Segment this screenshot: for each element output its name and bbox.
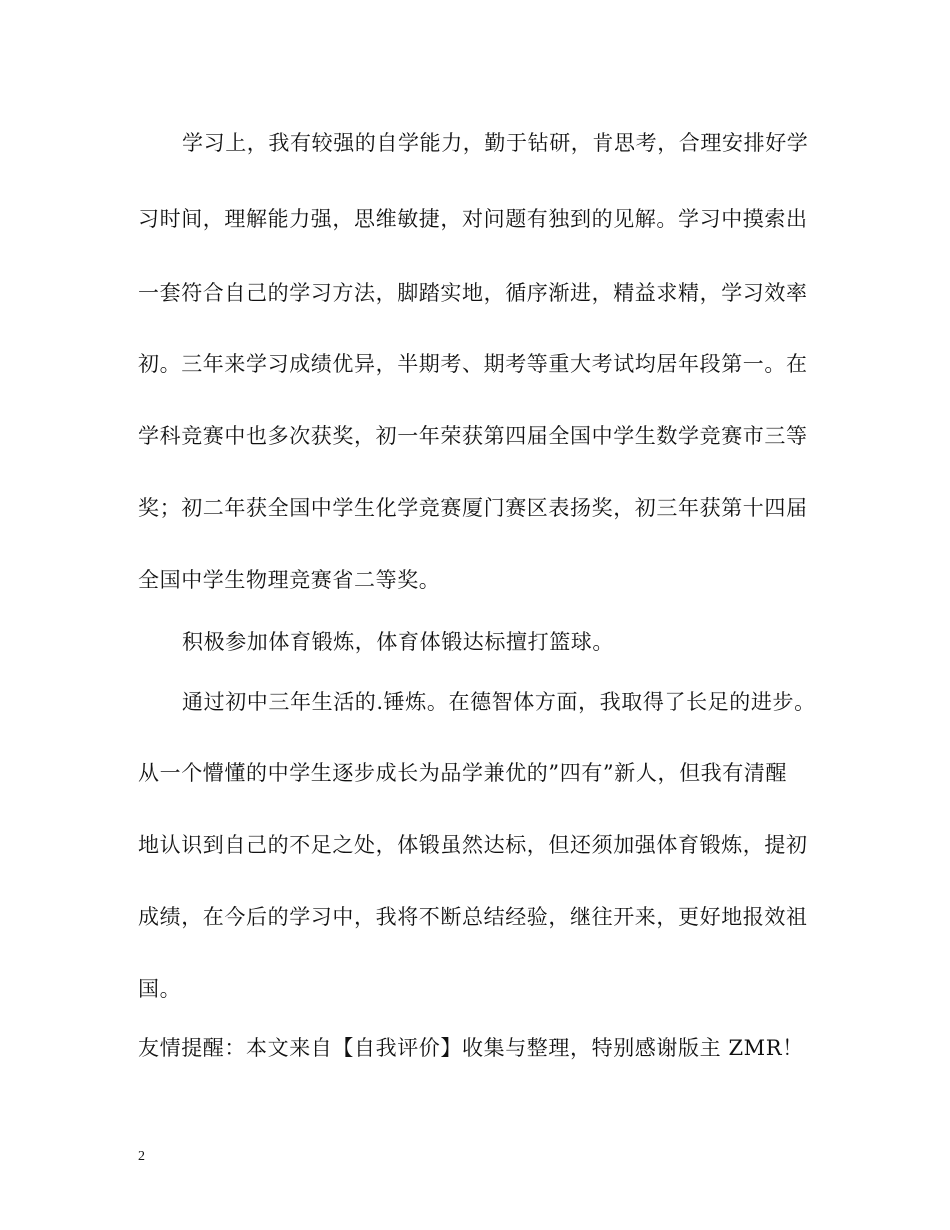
paragraph-3-line-1: 通过初中三年生活的.锤炼。在德智体方面，我取得了长足的进步。	[182, 690, 816, 714]
paragraph-3-line-4: 成绩，在今后的学习中，我将不断总结经验，继往开来，更好地报效祖	[138, 905, 808, 929]
paragraph-3-line-3: 地认识到自己的不足之处，体锻虽然达标，但还须加强体育锻炼，提初	[138, 833, 808, 857]
paragraph-1-line-5: 学科竞赛中也多次获奖，初一年荣获第四届全国中学生数学竞赛市三等	[138, 424, 808, 448]
paragraph-1-line-4: 初。三年来学习成绩优异，半期考、期考等重大考试均居年段第一。在	[138, 352, 808, 376]
page-number: 2	[138, 1149, 145, 1164]
paragraph-1-line-3: 一套符合自己的学习方法，脚踏实地，循序渐进，精益求精，学习效率	[138, 281, 808, 305]
paragraph-1-line-2: 习时间，理解能力强，思维敏捷，对问题有独到的见解。学习中摸索出	[138, 207, 808, 231]
reminder-note: 友情提醒：本文来自【自我评价】收集与整理，特别感谢版主 ZMR！	[138, 1036, 804, 1060]
paragraph-3-line-2: 从一个懵懂的中学生逐步成长为品学兼优的”四有”新人，但我有清醒	[138, 761, 788, 785]
paragraph-1-line-7: 全国中学生物理竞赛省二等奖。	[138, 568, 441, 592]
paragraph-1-line-6: 奖；初二年获全国中学生化学竞赛厦门赛区表扬奖，初三年获第十四届	[138, 496, 808, 520]
paragraph-2-line-1: 积极参加体育锻炼，体育体锻达标擅打篮球。	[182, 630, 614, 654]
paragraph-3-line-5: 国。	[138, 977, 182, 1001]
paragraph-1-line-1: 学习上，我有较强的自学能力，勤于钻研，肯思考，合理安排好学	[182, 131, 809, 155]
